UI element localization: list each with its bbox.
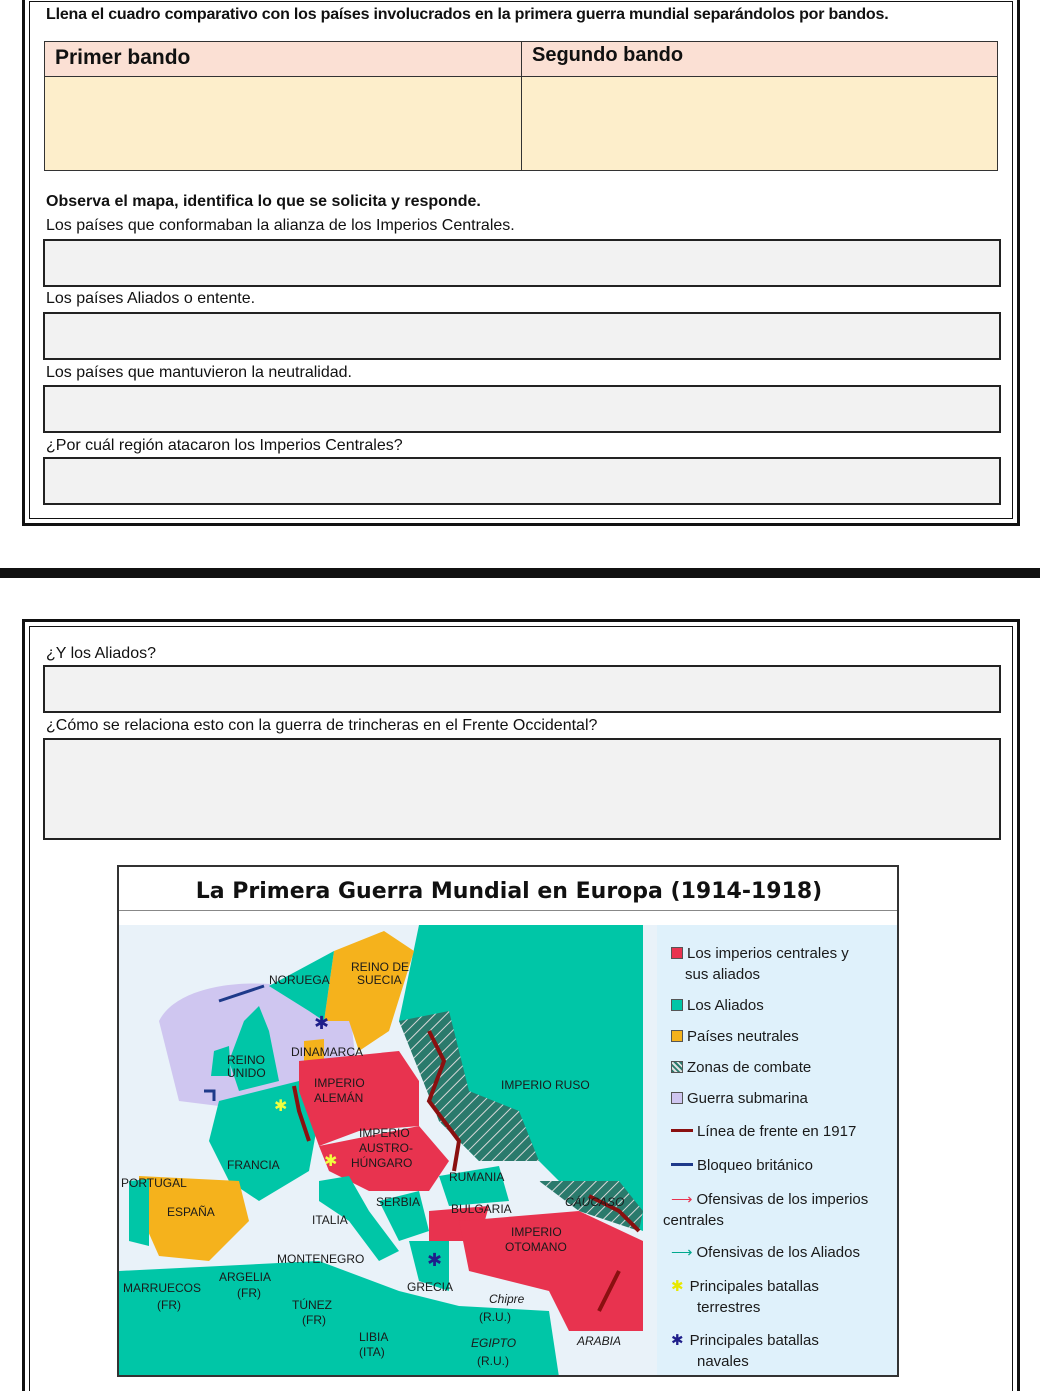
label-libya-1: LIBIA [359, 1330, 389, 1344]
legend-blockade-line-icon [671, 1163, 693, 1166]
legend-central [671, 943, 849, 964]
label-tunisia-2: (FR) [302, 1313, 326, 1327]
label-uk-1: REINO [227, 1053, 266, 1067]
question-allies-attack: ¿Y los Aliados? [46, 645, 156, 662]
legend-submarine [671, 1088, 808, 1109]
legend-combat-text: Zonas de combate [687, 1059, 812, 1076]
answer-box-trench-warfare[interactable] [43, 738, 1001, 840]
legend-front [671, 1121, 856, 1142]
label-egypt-2: (R.U.) [477, 1354, 509, 1368]
label-bulgaria: BULGARIA [451, 1202, 512, 1216]
legend-allies [671, 995, 764, 1016]
label-cyprus-1: Chipre [489, 1292, 525, 1306]
legend-central-text-1: Los imperios centrales y [687, 945, 849, 962]
label-serbia: SERBIA [376, 1195, 421, 1209]
map-title: La Primera Guerra Mundial en Europa (1914-1918) [119, 867, 899, 911]
label-tunisia-1: TÚNEZ [292, 1298, 332, 1312]
answer-box-neutral[interactable] [43, 385, 1001, 433]
legend-swatch-allies [671, 999, 683, 1011]
label-austria-1: IMPERIO [359, 1126, 410, 1140]
table-header-second-side: Segundo bando [522, 42, 997, 77]
label-arabia: ARABIA [577, 1334, 622, 1348]
label-russia: IMPERIO RUSO [501, 1078, 590, 1092]
label-germany-1: IMPERIO [314, 1076, 365, 1090]
legend-land-text-1: Principales batallas [689, 1278, 819, 1295]
legend-naval-battles [671, 1330, 819, 1351]
label-sweden-1: REINO DE [351, 960, 410, 974]
label-denmark: DINAMARCA [291, 1045, 364, 1059]
label-norway: NORUEGA [269, 973, 330, 987]
label-cyprus-2: (R.U.) [479, 1310, 511, 1324]
legend-blockade-text: Bloqueo británico [697, 1157, 813, 1174]
answer-box-allies-attack[interactable] [43, 665, 1001, 713]
legend-swatch-submarine [671, 1092, 683, 1104]
instruction-text: Llena el cuadro comparativo con los países involucrados en la primera guerra mundial separándolos por bandos. [46, 6, 889, 23]
question-central-powers: Los países que conformaban la alianza de los Imperios Centrales. [46, 217, 515, 234]
page-divider [0, 568, 1040, 578]
legend-combat [671, 1057, 811, 1078]
table-header-first-side: Primer bando [45, 42, 522, 77]
question-neutral: Los países que mantuvieron la neutralidad. [46, 364, 352, 381]
legend-neutral [671, 1026, 799, 1047]
legend-land-text-2: terrestres [697, 1299, 761, 1316]
label-greece: GRECIA [407, 1280, 454, 1294]
legend-front-text: Línea de frente en 1917 [697, 1123, 857, 1140]
legend-central-text-2: sus aliados [685, 966, 761, 983]
land-battle-marker: ✱ [324, 1153, 338, 1170]
legend-swatch-combat [671, 1061, 683, 1073]
legend-swatch-central [671, 947, 683, 959]
question-trench-warfare: ¿Cómo se relaciona esto con la guerra de trincheras en el Frente Occidental? [46, 717, 598, 734]
map-drawing [119, 911, 657, 1377]
legend-submarine-text: Guerra submarina [687, 1090, 808, 1107]
legend-offensive-allies [671, 1242, 860, 1263]
legend-offensive-central-text-2: centrales [663, 1212, 724, 1229]
land-battle-marker: ✱ [274, 1098, 288, 1115]
label-morocco-2: (FR) [157, 1298, 181, 1312]
label-austria-2: AUSTRO- [359, 1141, 413, 1155]
first-side-cell[interactable] [45, 77, 522, 170]
legend-offensive-allies-text: Ofensivas de los Aliados [696, 1244, 860, 1261]
legend-neutral-text: Países neutrales [687, 1028, 799, 1045]
ww1-europe-map [117, 865, 899, 1377]
label-germany-2: ALEMÁN [314, 1091, 364, 1105]
label-ottoman-1: IMPERIO [511, 1225, 562, 1239]
second-side-cell[interactable] [522, 77, 997, 170]
comparison-table [44, 41, 998, 171]
legend-naval-text-1: Principales batallas [689, 1332, 819, 1349]
label-uk-2: UNIDO [227, 1066, 266, 1080]
legend-offensive-allies-arrow-icon: ⟶ [671, 1244, 693, 1261]
label-algeria-1: ARGELIA [219, 1270, 272, 1284]
question-allies: Los países Aliados o entente. [46, 290, 256, 307]
legend-blockade [671, 1155, 813, 1176]
label-egypt-1: EGIPTO [471, 1336, 517, 1350]
label-sweden-2: SUECIA [357, 973, 402, 987]
label-montenegro: MONTENEGRO [277, 1252, 365, 1266]
legend-swatch-neutral [671, 1030, 683, 1042]
answer-box-central-powers[interactable] [43, 239, 1001, 287]
label-libya-2: (ITA) [359, 1345, 385, 1359]
legend-offensive-central-text-1: Ofensivas de los imperios [696, 1191, 869, 1208]
label-morocco-1: MARRUECOS [123, 1281, 202, 1295]
legend-land-battles [671, 1276, 819, 1297]
label-italy: ITALIA [312, 1213, 348, 1227]
legend-allies-text: Los Aliados [687, 997, 764, 1014]
label-spain: ESPAÑA [167, 1205, 215, 1219]
map-legend [657, 925, 899, 1377]
label-romania: RUMANIA [449, 1170, 505, 1184]
naval-battle-marker: ✱ [314, 1013, 330, 1033]
naval-battle-marker: ✱ [427, 1250, 443, 1270]
label-algeria-2: (FR) [237, 1286, 261, 1300]
answer-box-central-attack[interactable] [43, 457, 1001, 505]
label-ottoman-2: OTOMANO [505, 1240, 567, 1254]
legend-offensive-central-arrow-icon: ⟶ [671, 1191, 693, 1208]
answer-box-allies[interactable] [43, 312, 1001, 360]
legend-land-battle-star-icon: ✱ [671, 1278, 684, 1295]
label-france: FRANCIA [227, 1158, 280, 1172]
legend-front-line-icon [671, 1129, 693, 1132]
legend-naval-text-2: navales [697, 1353, 749, 1370]
label-portugal: PORTUGAL [121, 1176, 187, 1190]
label-caucasus: CÁUCASO [565, 1195, 625, 1209]
label-austria-3: HÚNGARO [351, 1156, 413, 1170]
map-instruction: Observa el mapa, identifica lo que se solicita y responde. [46, 193, 481, 210]
legend-offensive-central [671, 1189, 868, 1210]
question-central-attack: ¿Por cuál región atacaron los Imperios Centrales? [46, 437, 403, 454]
legend-naval-battle-star-icon: ✱ [671, 1332, 684, 1349]
